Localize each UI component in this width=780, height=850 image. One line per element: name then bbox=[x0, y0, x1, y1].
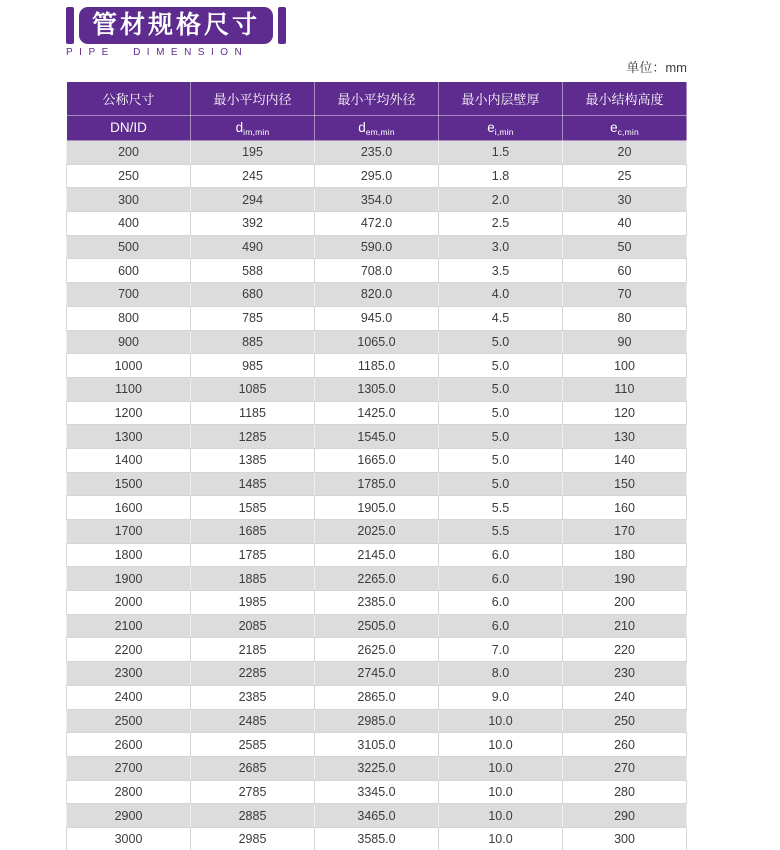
table-row bbox=[67, 756, 687, 780]
table-cell: 7.0 bbox=[439, 638, 563, 662]
table-cell: 2800 bbox=[67, 780, 191, 804]
table-cell: 392 bbox=[191, 212, 315, 236]
table-row bbox=[67, 306, 687, 330]
table-row bbox=[67, 212, 687, 236]
table-cell: 3.5 bbox=[439, 259, 563, 283]
table-row bbox=[67, 520, 687, 544]
table-cell: 2100 bbox=[67, 614, 191, 638]
table-cell: 5.0 bbox=[439, 448, 563, 472]
table-cell: 600 bbox=[67, 259, 191, 283]
table-cell: 2900 bbox=[67, 804, 191, 828]
table-cell: 785 bbox=[191, 306, 315, 330]
header-cell-min-structure-height: 最小结构高度 bbox=[563, 82, 687, 116]
table-cell: 1545.0 bbox=[315, 425, 439, 449]
table-row bbox=[67, 591, 687, 615]
pipe-dimension-table bbox=[66, 81, 687, 850]
table-row bbox=[67, 804, 687, 828]
table-cell: 270 bbox=[563, 756, 687, 780]
table-cell: 5.0 bbox=[439, 425, 563, 449]
table-cell: 190 bbox=[563, 567, 687, 591]
table-row bbox=[67, 614, 687, 638]
table-cell: 500 bbox=[67, 235, 191, 259]
header-cell-nominal-size: 公称尺寸 bbox=[67, 82, 191, 116]
table-cell: 6.0 bbox=[439, 567, 563, 591]
table-cell: 2985 bbox=[191, 827, 315, 850]
table-cell: 2265.0 bbox=[315, 567, 439, 591]
table-cell: 294 bbox=[191, 188, 315, 212]
table-cell: 240 bbox=[563, 685, 687, 709]
table-row bbox=[67, 283, 687, 307]
table-cell: 120 bbox=[563, 401, 687, 425]
table-cell: 5.5 bbox=[439, 496, 563, 520]
table-cell: 1285 bbox=[191, 425, 315, 449]
table-cell: 295.0 bbox=[315, 164, 439, 188]
table-cell: 3105.0 bbox=[315, 733, 439, 757]
subheader-cell-ei-min: $e_{i,min}$ bbox=[439, 116, 563, 141]
table-cell: 2700 bbox=[67, 756, 191, 780]
table-cell: 945.0 bbox=[315, 306, 439, 330]
table-cell: 900 bbox=[67, 330, 191, 354]
table-cell: 2500 bbox=[67, 709, 191, 733]
table-cell: 354.0 bbox=[315, 188, 439, 212]
table-cell: 200 bbox=[67, 141, 191, 165]
table-cell: 1085 bbox=[191, 377, 315, 401]
table-cell: 3.0 bbox=[439, 235, 563, 259]
table-cell: 1.5 bbox=[439, 141, 563, 165]
table-cell: 245 bbox=[191, 164, 315, 188]
table-cell: 1400 bbox=[67, 448, 191, 472]
table-row bbox=[67, 780, 687, 804]
table-row bbox=[67, 377, 687, 401]
table-row bbox=[67, 662, 687, 686]
table-cell: 110 bbox=[563, 377, 687, 401]
table-row bbox=[67, 685, 687, 709]
table-cell: 10.0 bbox=[439, 709, 563, 733]
table-cell: 6.0 bbox=[439, 543, 563, 567]
table-cell: 5.0 bbox=[439, 354, 563, 378]
table-cell: 588 bbox=[191, 259, 315, 283]
table-row bbox=[67, 259, 687, 283]
table-cell: 25 bbox=[563, 164, 687, 188]
table-cell: 300 bbox=[67, 188, 191, 212]
table-cell: 1425.0 bbox=[315, 401, 439, 425]
table-cell: 5.0 bbox=[439, 377, 563, 401]
table-cell: 5.0 bbox=[439, 472, 563, 496]
subheader-cell-ec-min: $e_{c,min}$ bbox=[563, 116, 687, 141]
table-cell: 2085 bbox=[191, 614, 315, 638]
table-row bbox=[67, 496, 687, 520]
page-subtitle-en: PIPE DIMENSION bbox=[66, 47, 249, 58]
table-cell: 3465.0 bbox=[315, 804, 439, 828]
table-cell: 235.0 bbox=[315, 141, 439, 165]
table-cell: 1200 bbox=[67, 401, 191, 425]
table-row bbox=[67, 401, 687, 425]
table-cell: 3585.0 bbox=[315, 827, 439, 850]
table-row bbox=[67, 188, 687, 212]
table-cell: 5.0 bbox=[439, 401, 563, 425]
table-cell: 1585 bbox=[191, 496, 315, 520]
table-cell: 60 bbox=[563, 259, 687, 283]
table-cell: 2000 bbox=[67, 591, 191, 615]
table-cell: 1185.0 bbox=[315, 354, 439, 378]
title-badge bbox=[79, 7, 273, 44]
table-cell: 100 bbox=[563, 354, 687, 378]
table-cell: 2865.0 bbox=[315, 685, 439, 709]
table-cell: 1905.0 bbox=[315, 496, 439, 520]
table-cell: 2485 bbox=[191, 709, 315, 733]
table-row bbox=[67, 141, 687, 165]
table-cell: 1100 bbox=[67, 377, 191, 401]
table-cell: 160 bbox=[563, 496, 687, 520]
table-cell: 9.0 bbox=[439, 685, 563, 709]
table-cell: 130 bbox=[563, 425, 687, 449]
table-cell: 2585 bbox=[191, 733, 315, 757]
table-row bbox=[67, 448, 687, 472]
table-cell: 4.0 bbox=[439, 283, 563, 307]
table-cell: 150 bbox=[563, 472, 687, 496]
table-cell: 170 bbox=[563, 520, 687, 544]
table-cell: 10.0 bbox=[439, 827, 563, 850]
table-cell: 20 bbox=[563, 141, 687, 165]
table-cell: 220 bbox=[563, 638, 687, 662]
table-cell: 2.0 bbox=[439, 188, 563, 212]
table-cell: 1685 bbox=[191, 520, 315, 544]
table-cell: 4.5 bbox=[439, 306, 563, 330]
table-cell: 70 bbox=[563, 283, 687, 307]
table-cell: 700 bbox=[67, 283, 191, 307]
table-cell: 6.0 bbox=[439, 614, 563, 638]
table-row bbox=[67, 709, 687, 733]
table-cell: 1785.0 bbox=[315, 472, 439, 496]
table-cell: 1900 bbox=[67, 567, 191, 591]
table-cell: 1300 bbox=[67, 425, 191, 449]
table-cell: 490 bbox=[191, 235, 315, 259]
table-cell: 30 bbox=[563, 188, 687, 212]
table-cell: 1385 bbox=[191, 448, 315, 472]
table-row bbox=[67, 543, 687, 567]
table-cell: 1065.0 bbox=[315, 330, 439, 354]
table-cell: 5.5 bbox=[439, 520, 563, 544]
table-cell: 250 bbox=[67, 164, 191, 188]
table-row bbox=[67, 330, 687, 354]
table-cell: 3225.0 bbox=[315, 756, 439, 780]
header-row bbox=[67, 82, 687, 116]
table-cell: 260 bbox=[563, 733, 687, 757]
table-cell: 5.0 bbox=[439, 330, 563, 354]
table-cell: 2300 bbox=[67, 662, 191, 686]
table-cell: 1785 bbox=[191, 543, 315, 567]
table-cell: 1000 bbox=[67, 354, 191, 378]
table-cell: 2885 bbox=[191, 804, 315, 828]
table-cell: 3000 bbox=[67, 827, 191, 850]
table-cell: 1885 bbox=[191, 567, 315, 591]
table-cell: 1700 bbox=[67, 520, 191, 544]
table-cell: 708.0 bbox=[315, 259, 439, 283]
header-cell-min-inner-wall: 最小内层壁厚 bbox=[439, 82, 563, 116]
table-cell: 800 bbox=[67, 306, 191, 330]
table-cell: 10.0 bbox=[439, 804, 563, 828]
subheader-cell-dim-min: $d_{im,min}$ bbox=[191, 116, 315, 141]
table-cell: 10.0 bbox=[439, 780, 563, 804]
table-cell: 80 bbox=[563, 306, 687, 330]
table-cell: 400 bbox=[67, 212, 191, 236]
subheader-cell-dnid: DN/ID bbox=[67, 116, 191, 141]
table-cell: 1500 bbox=[67, 472, 191, 496]
table-row bbox=[67, 472, 687, 496]
table-cell: 180 bbox=[563, 543, 687, 567]
table-row bbox=[67, 827, 687, 850]
table-cell: 10.0 bbox=[439, 756, 563, 780]
header-cell-min-inner-diameter: 最小平均内径 bbox=[191, 82, 315, 116]
table-cell: 2785 bbox=[191, 780, 315, 804]
table-cell: 2025.0 bbox=[315, 520, 439, 544]
subheader-row bbox=[67, 116, 687, 141]
table-cell: 230 bbox=[563, 662, 687, 686]
table-row bbox=[67, 235, 687, 259]
header-cell-min-outer-diameter: 最小平均外径 bbox=[315, 82, 439, 116]
table-cell: 3345.0 bbox=[315, 780, 439, 804]
table-cell: 90 bbox=[563, 330, 687, 354]
table-cell: 2200 bbox=[67, 638, 191, 662]
table-cell: 985 bbox=[191, 354, 315, 378]
table-cell: 2385.0 bbox=[315, 591, 439, 615]
subheader-cell-dem-min: $d_{em,min}$ bbox=[315, 116, 439, 141]
table-cell: 1985 bbox=[191, 591, 315, 615]
page-title: 管材规格尺寸 bbox=[92, 11, 261, 39]
table-cell: 50 bbox=[563, 235, 687, 259]
table-cell: 820.0 bbox=[315, 283, 439, 307]
table-cell: 2185 bbox=[191, 638, 315, 662]
table-cell: 2745.0 bbox=[315, 662, 439, 686]
table-cell: 2400 bbox=[67, 685, 191, 709]
table-cell: 1305.0 bbox=[315, 377, 439, 401]
table-cell: 280 bbox=[563, 780, 687, 804]
table-cell: 2145.0 bbox=[315, 543, 439, 567]
table-cell: 8.0 bbox=[439, 662, 563, 686]
table-cell: 290 bbox=[563, 804, 687, 828]
table-cell: 1800 bbox=[67, 543, 191, 567]
table-row bbox=[67, 733, 687, 757]
table-row bbox=[67, 638, 687, 662]
table-row bbox=[67, 425, 687, 449]
table-header bbox=[67, 82, 687, 141]
table-cell: 6.0 bbox=[439, 591, 563, 615]
table-row bbox=[67, 354, 687, 378]
table-cell: 2625.0 bbox=[315, 638, 439, 662]
table-row bbox=[67, 567, 687, 591]
content-area bbox=[66, 7, 687, 850]
unit-label: 单位：mm bbox=[626, 60, 687, 75]
title-right-bar bbox=[278, 7, 286, 44]
table-cell: 1665.0 bbox=[315, 448, 439, 472]
table-cell: 10.0 bbox=[439, 733, 563, 757]
table-cell: 1.8 bbox=[439, 164, 563, 188]
table-cell: 40 bbox=[563, 212, 687, 236]
table-cell: 140 bbox=[563, 448, 687, 472]
table-cell: 1185 bbox=[191, 401, 315, 425]
table-cell: 2985.0 bbox=[315, 709, 439, 733]
table-cell: 2385 bbox=[191, 685, 315, 709]
table-cell: 2505.0 bbox=[315, 614, 439, 638]
table-cell: 1600 bbox=[67, 496, 191, 520]
table-cell: 200 bbox=[563, 591, 687, 615]
table-cell: 472.0 bbox=[315, 212, 439, 236]
table-cell: 1485 bbox=[191, 472, 315, 496]
page-title-block bbox=[66, 7, 687, 58]
table-cell: 590.0 bbox=[315, 235, 439, 259]
title-left-bar bbox=[66, 7, 74, 44]
table-body bbox=[67, 141, 687, 850]
table-cell: 2.5 bbox=[439, 212, 563, 236]
table-cell: 680 bbox=[191, 283, 315, 307]
table-row bbox=[67, 164, 687, 188]
table-cell: 2285 bbox=[191, 662, 315, 686]
table-cell: 210 bbox=[563, 614, 687, 638]
table-cell: 2600 bbox=[67, 733, 191, 757]
table-cell: 300 bbox=[563, 827, 687, 850]
table-cell: 2685 bbox=[191, 756, 315, 780]
table-cell: 250 bbox=[563, 709, 687, 733]
title-row bbox=[66, 7, 687, 44]
table-cell: 195 bbox=[191, 141, 315, 165]
table-cell: 885 bbox=[191, 330, 315, 354]
